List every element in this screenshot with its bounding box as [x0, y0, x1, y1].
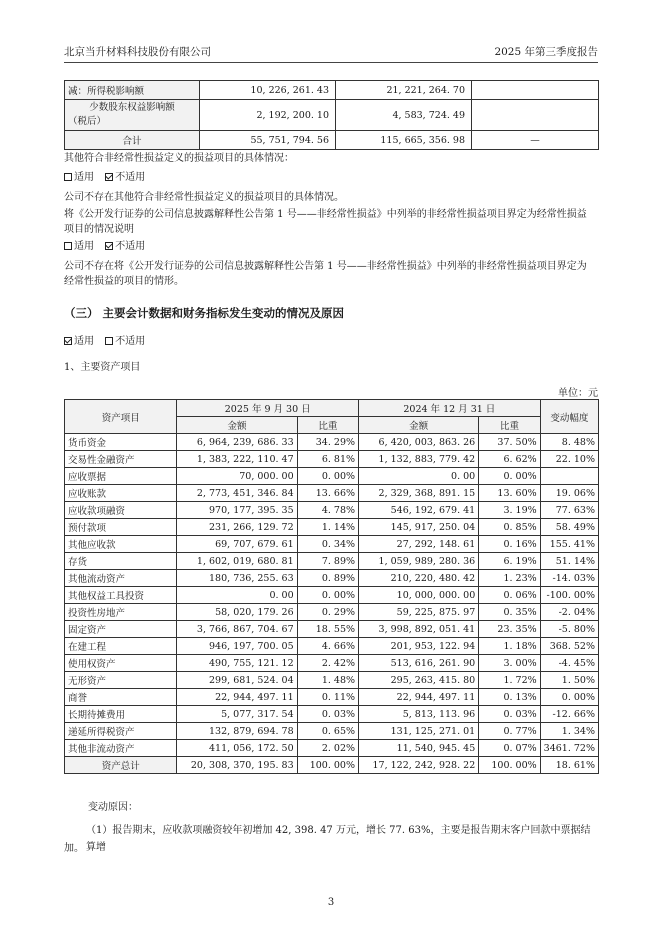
asset-name: 应收账款: [65, 485, 177, 502]
amount-2025: 490, 755, 121. 12: [177, 655, 297, 672]
amount-2024: 22, 944, 497. 11: [359, 689, 479, 706]
amount-2024: 201, 953, 122. 94: [359, 638, 479, 655]
amount-2024: 210, 220, 480. 42: [359, 570, 479, 587]
checkbox-label: 不适用: [115, 241, 146, 252]
ratio-2025: 7. 89%: [297, 553, 358, 570]
asset-name: 无形资产: [65, 672, 177, 689]
checkbox-applicable[interactable]: [64, 337, 72, 345]
asset-name: 在建工程: [65, 638, 177, 655]
amount-2024: 1, 132, 883, 779. 42: [359, 451, 479, 468]
amount-2025: 411, 056, 172. 50: [177, 740, 297, 757]
amount-2025: 946, 197, 700. 05: [177, 638, 297, 655]
ytd-value: 4, 583, 724. 49: [336, 100, 472, 131]
amount-2025: 132, 879, 694. 78: [177, 723, 297, 740]
ratio-2024: 0. 13%: [479, 689, 540, 706]
ratio-2025: 4. 66%: [297, 638, 358, 655]
ratio-2025: 1. 14%: [297, 519, 358, 536]
amount-2024: 5, 813, 113. 96: [359, 706, 479, 723]
change-rate: 155. 41%: [540, 536, 598, 553]
amount-2024: 145, 917, 250. 04: [359, 519, 479, 536]
ratio-2024: 1. 18%: [479, 638, 540, 655]
unit-label: 单位：元: [558, 388, 598, 399]
row-label: 合计: [65, 131, 200, 150]
checkbox-label: 不适用: [115, 336, 146, 347]
asset-name: 长期待摊费用: [65, 706, 177, 723]
change-rate: -5. 80%: [540, 621, 598, 638]
asset-name: 货币资金: [65, 434, 177, 451]
header-row: [65, 400, 599, 417]
change-rate: [540, 468, 598, 485]
change-rate: 19. 06%: [540, 485, 598, 502]
ratio-2025: 0. 89%: [297, 570, 358, 587]
ratio-2024: 100. 00%: [479, 757, 540, 774]
ratio-2025: 0. 65%: [297, 723, 358, 740]
checkbox-applicable[interactable]: [64, 173, 72, 181]
paragraph: 公司不存在其他符合非经常性损益定义的损益项目的具体情况。: [64, 192, 344, 203]
checkbox-label: 适用: [74, 172, 94, 183]
main-assets-table: [64, 399, 599, 774]
reason-paragraph: 加。: [64, 843, 84, 854]
change-rate: 368. 52%: [540, 638, 598, 655]
table-row: [65, 672, 599, 689]
report-title: 2025 年第三季度报告: [494, 46, 598, 58]
amount-2025: 299, 681, 524. 04: [177, 672, 297, 689]
row-label-line2: （税后）: [68, 116, 107, 127]
ratio-2025: 0. 03%: [297, 706, 358, 723]
checkbox-label: 不适用: [115, 172, 146, 183]
table-row: [65, 536, 599, 553]
change-rate: 0. 00%: [540, 689, 598, 706]
checkbox-label: 适用: [74, 241, 94, 252]
amount-2024: 3, 998, 892, 051. 41: [359, 621, 479, 638]
col-amount: 金额: [359, 417, 479, 434]
asset-name: 预付款项: [65, 519, 177, 536]
note-cell: —: [472, 131, 599, 150]
table-row: [65, 740, 599, 757]
ratio-2024: 3. 00%: [479, 655, 540, 672]
amount-2025: 231, 266, 129. 72: [177, 519, 297, 536]
amount-2025: 6, 964, 239, 686. 33: [177, 434, 297, 451]
note-cell: [472, 81, 599, 100]
amount-2024: 546, 192, 679. 41: [359, 502, 479, 519]
paragraph: 经常性损益的项目的情形。: [64, 276, 184, 287]
col-period1: 2025 年 9 月 30 日: [177, 400, 359, 417]
change-rate: 8. 48%: [540, 434, 598, 451]
ratio-2025: 6. 81%: [297, 451, 358, 468]
amount-2024: 59, 225, 875. 97: [359, 604, 479, 621]
asset-name: 存货: [65, 553, 177, 570]
table-row: [65, 131, 599, 150]
change-rate: 22. 10%: [540, 451, 598, 468]
change-rate: 58. 49%: [540, 519, 598, 536]
ratio-2024: 0. 07%: [479, 740, 540, 757]
amount-2025: 58, 020, 179. 26: [177, 604, 297, 621]
non-recurring-table: [64, 80, 599, 150]
ratio-2024: 13. 60%: [479, 485, 540, 502]
table-row: [65, 621, 599, 638]
asset-name: 其他流动资产: [65, 570, 177, 587]
checkbox-group: [64, 333, 598, 350]
current-value: 10, 226, 261. 43: [200, 81, 336, 100]
table-row: [65, 723, 599, 740]
col-period2: 2024 年 12 月 31 日: [359, 400, 541, 417]
amount-2025: 2, 773, 451, 346. 84: [177, 485, 297, 502]
table-row: [65, 689, 599, 706]
asset-name: 固定资产: [65, 621, 177, 638]
amount-2024: 2, 329, 368, 891. 15: [359, 485, 479, 502]
ratio-2025: 2. 02%: [297, 740, 358, 757]
ratio-2025: 18. 55%: [297, 621, 358, 638]
amount-2024: 27, 292, 148. 61: [359, 536, 479, 553]
ratio-2024: 0. 35%: [479, 604, 540, 621]
amount-2024: 131, 125, 271. 01: [359, 723, 479, 740]
amount-2024: 17, 122, 242, 928. 22: [359, 757, 479, 774]
ratio-2025: 0. 29%: [297, 604, 358, 621]
asset-name: 资产总计: [65, 757, 177, 774]
checkbox-group: [64, 169, 598, 186]
amount-2024: 11, 540, 945. 45: [359, 740, 479, 757]
table-row: [65, 757, 599, 774]
reason-paragraph: （1）报告期末，应收款项融资较年初增加 42, 398. 47 万元，增长 77. 63%，主要是报告期末客户回款中票据结算增: [86, 825, 591, 853]
col-amount: 金额: [177, 417, 297, 434]
amount-2024: 295, 263, 415. 80: [359, 672, 479, 689]
page-header: [64, 44, 598, 60]
row-label: 减：所得税影响额: [65, 81, 200, 100]
change-rate: 3461. 72%: [540, 740, 598, 757]
checkbox-group: [64, 238, 598, 255]
table-row: [65, 485, 599, 502]
table-row: [65, 519, 599, 536]
ratio-2025: 2. 42%: [297, 655, 358, 672]
ratio-2024: 1. 72%: [479, 672, 540, 689]
change-rate: -14. 03%: [540, 570, 598, 587]
amount-2025: 20, 308, 370, 195. 83: [177, 757, 297, 774]
asset-name: 交易性金融资产: [65, 451, 177, 468]
asset-name: 商誉: [65, 689, 177, 706]
checkbox-applicable[interactable]: [64, 242, 72, 250]
table-row: [65, 468, 599, 485]
amount-2025: 3, 766, 867, 704. 67: [177, 621, 297, 638]
paragraph: 公司不存在将《公开发行证券的公司信息披露解释性公告第 1 号——非经常性损益》中列举的非经常性损益项目界定为: [64, 261, 587, 272]
ytd-value: 115, 665, 356. 98: [336, 131, 472, 150]
amount-2025: 1, 383, 222, 110. 47: [177, 451, 297, 468]
change-rate: -4. 45%: [540, 655, 598, 672]
ratio-2025: 4. 78%: [297, 502, 358, 519]
ratio-2025: 1. 48%: [297, 672, 358, 689]
ratio-2025: 13. 66%: [297, 485, 358, 502]
table-row: [65, 81, 599, 100]
col-ratio: 比重: [479, 417, 540, 434]
ratio-2025: 0. 00%: [297, 468, 358, 485]
ratio-2025: 0. 11%: [297, 689, 358, 706]
page-number: 3: [327, 897, 335, 908]
change-rate: -12. 66%: [540, 706, 598, 723]
ratio-2024: 6. 62%: [479, 451, 540, 468]
ratio-2024: 0. 00%: [479, 468, 540, 485]
change-rate: 1. 34%: [540, 723, 598, 740]
ratio-2024: 23. 35%: [479, 621, 540, 638]
col-item: 资产项目: [65, 400, 177, 434]
ratio-2024: 3. 19%: [479, 502, 540, 519]
amount-2025: 180, 736, 255. 63: [177, 570, 297, 587]
change-rate: 51. 14%: [540, 553, 598, 570]
amount-2025: 5, 077, 317. 54: [177, 706, 297, 723]
amount-2025: 970, 177, 395. 35: [177, 502, 297, 519]
ratio-2025: 34. 29%: [297, 434, 358, 451]
asset-name: 应收款项融资: [65, 502, 177, 519]
table-row: [65, 638, 599, 655]
asset-name: 投资性房地产: [65, 604, 177, 621]
asset-name: 其他应收款: [65, 536, 177, 553]
asset-name: 应收票据: [65, 468, 177, 485]
amount-2024: 0. 00: [359, 468, 479, 485]
table-row: [65, 570, 599, 587]
table-row: [65, 604, 599, 621]
asset-name: 其他权益工具投资: [65, 587, 177, 604]
amount-2024: 6, 420, 003, 863. 26: [359, 434, 479, 451]
current-value: 2, 192, 200. 10: [200, 100, 336, 131]
change-rate: -100. 00%: [540, 587, 598, 604]
change-rate: 1. 50%: [540, 672, 598, 689]
asset-name: 其他非流动资产: [65, 740, 177, 757]
paragraph: 其他符合非经常性损益定义的损益项目的具体情况：: [64, 153, 294, 164]
change-rate: -2. 04%: [540, 604, 598, 621]
ratio-2024: 6. 19%: [479, 553, 540, 570]
amount-2024: 1, 059, 989, 280. 36: [359, 553, 479, 570]
ratio-2024: 0. 77%: [479, 723, 540, 740]
table-row: [65, 706, 599, 723]
amount-2024: 513, 616, 261. 90: [359, 655, 479, 672]
ratio-2024: 0. 03%: [479, 706, 540, 723]
row-label: [65, 100, 200, 131]
checkbox-not-applicable[interactable]: [105, 337, 113, 345]
table-row: [65, 553, 599, 570]
asset-name: 递延所得税资产: [65, 723, 177, 740]
amount-2025: 70, 000. 00: [177, 468, 297, 485]
col-change: 变动幅度: [540, 400, 598, 434]
header-divider: [64, 62, 598, 63]
table-row: [65, 451, 599, 468]
amount-2025: 22, 944, 497. 11: [177, 689, 297, 706]
company-name: 北京当升材料科技股份有限公司: [64, 46, 211, 58]
section-heading: （三） 主要会计数据和财务指标发生变动的情况及原因: [64, 306, 345, 320]
checkbox-not-applicable[interactable]: [105, 242, 113, 250]
checkbox-not-applicable[interactable]: [105, 173, 113, 181]
reason-title: 变动原因：: [88, 802, 138, 813]
row-label-line1: 少数股东权益影响额: [89, 102, 175, 113]
subheading: 1、主要资产项目: [64, 362, 141, 373]
note-cell: [472, 100, 599, 131]
change-rate: 77. 63%: [540, 502, 598, 519]
change-rate: 18. 61%: [540, 757, 598, 774]
ratio-2024: 0. 06%: [479, 587, 540, 604]
ratio-2025: 0. 34%: [297, 536, 358, 553]
ratio-2024: 1. 23%: [479, 570, 540, 587]
amount-2025: 69, 707, 679. 61: [177, 536, 297, 553]
table-row: [65, 502, 599, 519]
table-row: [65, 100, 599, 131]
paragraph: 将《公开发行证券的公司信息披露解释性公告第 1 号——非经常性损益》中列举的非经常性损益项目界定为经常性损益: [64, 209, 587, 220]
ratio-2024: 0. 85%: [479, 519, 540, 536]
col-ratio: 比重: [297, 417, 358, 434]
paragraph: 项目的情况说明: [64, 224, 134, 235]
asset-name: 使用权资产: [65, 655, 177, 672]
ytd-value: 21, 221, 264. 70: [336, 81, 472, 100]
ratio-2025: 100. 00%: [297, 757, 358, 774]
table-row: [65, 434, 599, 451]
ratio-2024: 37. 50%: [479, 434, 540, 451]
checkbox-label: 适用: [74, 336, 94, 347]
current-value: 55, 751, 794. 56: [200, 131, 336, 150]
table-row: [65, 655, 599, 672]
amount-2025: 1, 602, 019, 680. 81: [177, 553, 297, 570]
ratio-2025: 0. 00%: [297, 587, 358, 604]
amount-2024: 10, 000, 000. 00: [359, 587, 479, 604]
ratio-2024: 0. 16%: [479, 536, 540, 553]
table-row: [65, 587, 599, 604]
amount-2025: 0. 00: [177, 587, 297, 604]
